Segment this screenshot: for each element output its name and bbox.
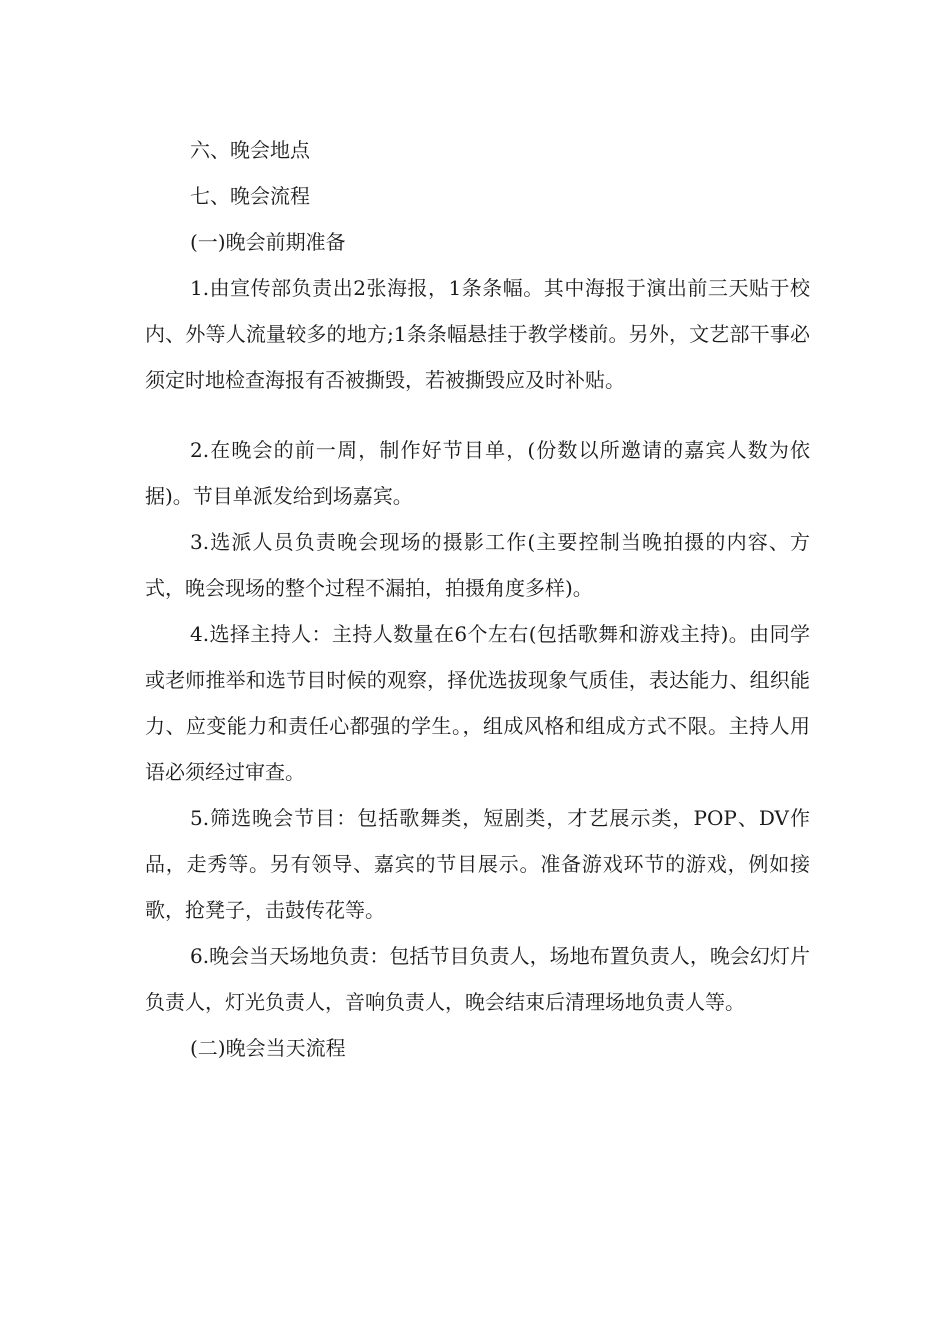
document-body xyxy=(145,127,810,1071)
paragraph-item-4: 4.选择主持人：主持人数量在6个左右(包括歌舞和游戏主持)。由同学或老师推举和选节目时候的观察，择优选拔现象气质佳，表达能力、组织能力、应变能力和责任心都强的学生。，组成风格和组成方式不限。主持人用语必须经过审查。 xyxy=(145,622,810,784)
section-heading-venue: 六、晚会地点 xyxy=(190,138,310,162)
paragraph-item-2: 2.在晚会的前一周，制作好节目单，(份数以所邀请的嘉宾人数为依据)。节目单派发给到场嘉宾。 xyxy=(145,438,810,508)
section-heading-program: 七、晚会流程 xyxy=(190,184,310,208)
paragraph-item-3: 3.选派人员负责晚会现场的摄影工作(主要控制当晚拍摄的内容、方式，晚会现场的整个过程不漏拍，拍摄角度多样)。 xyxy=(145,530,810,600)
paragraph-gap xyxy=(145,403,810,427)
paragraph-item-5: 5.筛选晚会节目：包括歌舞类，短剧类，才艺展示类，POP、DV作品，走秀等。另有领导、嘉宾的节目展示。准备游戏环节的游戏，例如接歌，抢凳子，击鼓传花等。 xyxy=(145,806,810,922)
paragraph-item-6: 6.晚会当天场地负责：包括节目负责人，场地布置负责人，晚会幻灯片负责人，灯光负责人，音响负责人，晚会结束后清理场地负责人等。 xyxy=(145,944,810,1014)
subsection-heading-event-day: (二)晚会当天流程 xyxy=(190,1036,346,1060)
paragraph-item-1: 1.由宣传部负责出2张海报，1条条幅。其中海报于演出前三天贴于校内、外等人流量较多的地方;1条条幅悬挂于教学楼前。另外，文艺部干事必须定时地检查海报有否被撕毁，若被撕毁应及时补贴。 xyxy=(145,276,810,392)
subsection-heading-preparation: (一)晚会前期准备 xyxy=(190,230,346,254)
